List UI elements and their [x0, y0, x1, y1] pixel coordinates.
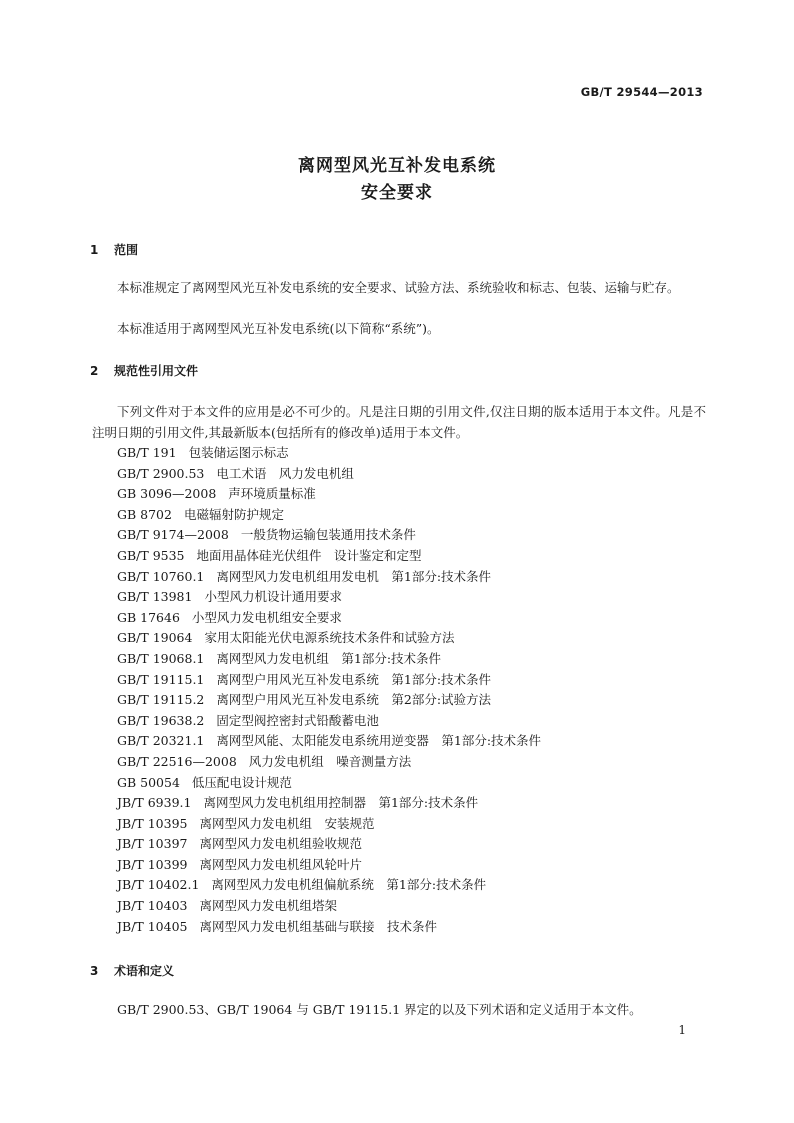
- reference-code: GB 17646: [117, 609, 180, 625]
- section-3-paragraph-1: GB/T 2900.53、GB/T 19064 与 GB/T 19115.1 界定的以及下列术语和定义适用于本文件。: [117, 1002, 642, 1017]
- reference-title: 电磁辐射防护规定: [183, 506, 284, 522]
- reference-item: [117, 896, 541, 917]
- reference-item: [117, 608, 541, 629]
- section-title: 术语和定义: [114, 964, 175, 978]
- section-title: 规范性引用文件: [114, 364, 199, 378]
- reference-title: 离网型风力发电机组风轮叶片: [199, 856, 362, 872]
- section-1-paragraph-1: 本标准规定了离网型风光互补发电系统的安全要求、试验方法、系统验收和标志、包装、运输与贮存。: [117, 280, 680, 295]
- reference-title: 声环境质量标准: [228, 486, 316, 502]
- reference-code: GB/T 13981: [117, 589, 193, 605]
- document-title: 离网型风光互补发电系统: [298, 156, 496, 176]
- document-subtitle: 安全要求: [361, 183, 433, 203]
- reference-item: [117, 731, 541, 752]
- reference-title: 离网型风力发电机组偏航系统 第1部分:技术条件: [211, 877, 487, 893]
- reference-code: GB 50054: [117, 774, 180, 790]
- section-number: 2: [90, 364, 99, 378]
- reference-title: 风力发电机组 噪音测量方法: [248, 753, 412, 769]
- section-number: 3: [90, 964, 99, 978]
- reference-code: GB/T 2900.53: [117, 465, 205, 481]
- reference-code: GB/T 19064: [117, 630, 193, 646]
- reference-code: GB 8702: [117, 506, 172, 522]
- section-1-paragraph-2: 本标准适用于离网型风光互补发电系统(以下简称“系统”)。: [117, 321, 440, 336]
- reference-item: [117, 443, 541, 464]
- reference-item: [117, 793, 541, 814]
- reference-title: 离网型风力发电机组塔架: [199, 898, 337, 914]
- reference-code: GB/T 10760.1: [117, 568, 205, 584]
- reference-item: [117, 546, 541, 567]
- section-title: 范围: [114, 243, 139, 257]
- reference-item: [117, 484, 541, 505]
- reference-item: [117, 525, 541, 546]
- normative-references-list: [117, 443, 541, 937]
- reference-title: 离网型户用风光互补发电系统 第1部分:技术条件: [216, 671, 492, 687]
- reference-code: GB/T 20321.1: [117, 733, 205, 749]
- reference-title: 离网型风力发电机组验收规范: [199, 836, 362, 852]
- reference-title: 一般货物运输包装通用技术条件: [240, 527, 416, 543]
- reference-code: GB/T 19068.1: [117, 650, 205, 666]
- reference-code: JB/T 10402.1: [117, 877, 200, 893]
- reference-code: GB/T 19638.2: [117, 712, 205, 728]
- section-2-intro: 下列文件对于本文件的应用是必不可少的。凡是注日期的引用文件,仅注日期的版本适用于本文件。凡是不注明日期的引用文件,其最新版本(包括所有的修改单)适用于本文件。: [92, 404, 706, 440]
- reference-code: JB/T 10395: [117, 815, 188, 831]
- reference-item: [117, 711, 541, 732]
- reference-item: [117, 875, 541, 896]
- reference-title: 包装储运图示标志: [188, 445, 289, 460]
- page-number: 1: [678, 1023, 686, 1037]
- reference-code: GB/T 9535: [117, 547, 185, 563]
- reference-title: 离网型户用风光互补发电系统 第2部分:试验方法: [216, 692, 492, 708]
- reference-item: [117, 505, 541, 526]
- reference-title: 离网型风力发电机组 安装规范: [199, 815, 375, 831]
- reference-item: [117, 587, 541, 608]
- reference-item: [117, 628, 541, 649]
- reference-item: [117, 649, 541, 670]
- section-2-heading: [90, 362, 198, 379]
- reference-title: 离网型风力发电机组用控制器 第1部分:技术条件: [203, 795, 479, 811]
- reference-title: 固定型阀控密封式铅酸蓄电池: [216, 712, 379, 728]
- reference-item: [117, 855, 541, 876]
- reference-item: [117, 917, 541, 938]
- reference-item: [117, 814, 541, 835]
- reference-item: [117, 464, 541, 485]
- reference-title: 离网型风力发电机组基础与联接 技术条件: [199, 918, 437, 934]
- reference-item: [117, 752, 541, 773]
- reference-title: 地面用晶体硅光伏组件 设计鉴定和定型: [196, 547, 422, 563]
- reference-code: GB/T 22516—2008: [117, 753, 237, 769]
- reference-code: GB 3096—2008: [117, 486, 217, 502]
- reference-title: 家用太阳能光伏电源系统技术条件和试验方法: [204, 630, 455, 646]
- reference-title: 离网型风力发电机组用发电机 第1部分:技术条件: [216, 568, 492, 584]
- reference-item: [117, 670, 541, 691]
- reference-code: GB/T 19115.1: [117, 671, 205, 687]
- standard-number: GB/T 29544—2013: [580, 85, 703, 99]
- reference-title: 电工术语 风力发电机组: [216, 465, 354, 481]
- section-number: 1: [90, 243, 99, 257]
- reference-item: [117, 773, 541, 794]
- reference-code: GB/T 191: [117, 445, 177, 460]
- section-3-heading: [90, 962, 174, 979]
- reference-code: JB/T 10405: [117, 918, 188, 934]
- reference-title: 离网型风力发电机组 第1部分:技术条件: [216, 650, 442, 666]
- reference-title: 小型风力发电机组安全要求: [191, 609, 342, 625]
- reference-code: JB/T 10397: [117, 836, 188, 852]
- section-1-heading: [90, 241, 138, 258]
- reference-title: 小型风力机设计通用要求: [204, 589, 342, 605]
- reference-code: GB/T 19115.2: [117, 692, 205, 708]
- reference-title: 低压配电设计规范: [191, 774, 292, 790]
- reference-code: JB/T 10403: [117, 898, 188, 914]
- reference-code: JB/T 6939.1: [117, 795, 192, 811]
- reference-item: [117, 567, 541, 588]
- reference-code: GB/T 9174—2008: [117, 527, 229, 543]
- reference-title: 离网型风能、太阳能发电系统用逆变器 第1部分:技术条件: [216, 733, 542, 749]
- reference-code: JB/T 10399: [117, 856, 188, 872]
- reference-item: [117, 834, 541, 855]
- reference-item: [117, 690, 541, 711]
